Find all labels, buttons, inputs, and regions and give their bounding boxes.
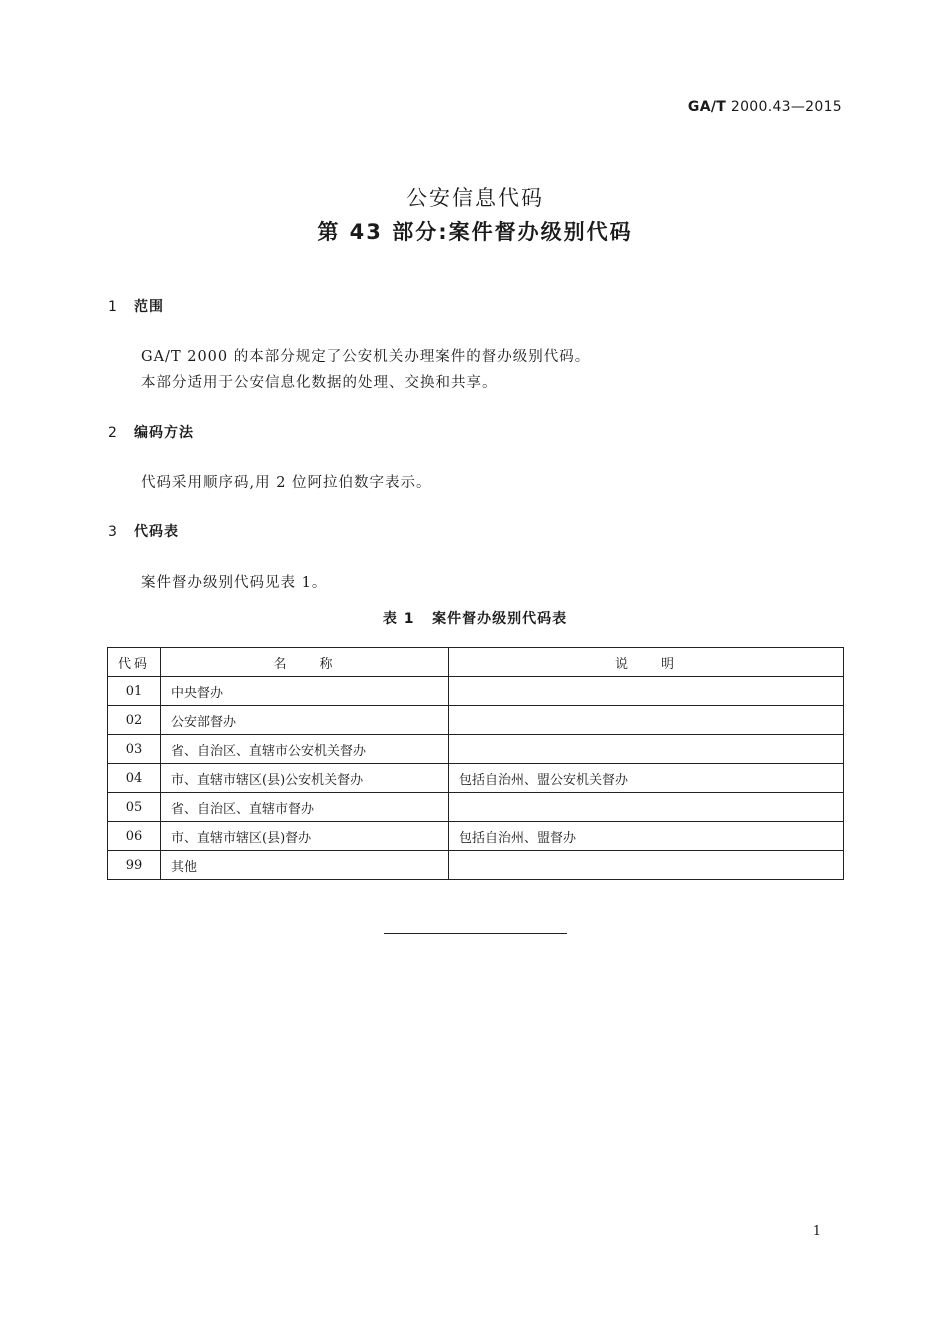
table-caption-label: 表 1: [382, 611, 415, 627]
cell-description: 包括自治州、盟督办: [449, 822, 844, 851]
section-heading-coding-method: [108, 422, 194, 442]
cell-name: 市、直辖市辖区(县)公安机关督办: [161, 764, 449, 793]
cell-description: [449, 735, 844, 764]
cell-code: 01: [108, 677, 161, 706]
cell-code: 03: [108, 735, 161, 764]
cell-code: 05: [108, 793, 161, 822]
cell-description: [449, 851, 844, 880]
paragraph: GA/T 2000 的本部分规定了公安机关办理案件的督办级别代码。: [141, 349, 591, 365]
standard-code: [688, 99, 842, 115]
section-number: 3: [108, 524, 118, 540]
end-rule: [384, 933, 567, 934]
table-row: [108, 822, 844, 851]
paragraph: 本部分适用于公安信息化数据的处理、交换和共享。: [141, 375, 498, 391]
header-description: 说 明: [449, 648, 844, 677]
table-caption: [0, 608, 950, 628]
section-title: 代码表: [134, 524, 179, 540]
table-row: [108, 677, 844, 706]
cell-code: 99: [108, 851, 161, 880]
table-header-row: [108, 648, 844, 677]
table-row: [108, 706, 844, 735]
section-heading-scope: [108, 296, 164, 316]
section-title: 编码方法: [134, 425, 194, 441]
code-table: [107, 647, 844, 880]
cell-description: [449, 706, 844, 735]
section-number: 2: [108, 425, 118, 441]
standard-prefix: GA/T: [687, 99, 727, 115]
table-row: [108, 764, 844, 793]
cell-code: 06: [108, 822, 161, 851]
paragraph: 案件督办级别代码见表 1。: [141, 575, 328, 591]
section-number: 1: [108, 299, 118, 315]
table-row: [108, 793, 844, 822]
header-code: 代码: [108, 648, 161, 677]
table-caption-title: 案件督办级别代码表: [432, 611, 568, 627]
section-title: 范围: [134, 299, 164, 315]
cell-description: 包括自治州、盟公安机关督办: [449, 764, 844, 793]
cell-code: 02: [108, 706, 161, 735]
cell-name: 公安部督办: [161, 706, 449, 735]
cell-description: [449, 793, 844, 822]
cell-name: 省、自治区、直辖市督办: [161, 793, 449, 822]
document-subtitle: 第 43 部分:案件督办级别代码: [317, 220, 633, 244]
cell-name: 其他: [161, 851, 449, 880]
table-row: [108, 735, 844, 764]
section-heading-code-table: [108, 521, 179, 541]
cell-name: 省、自治区、直辖市公安机关督办: [161, 735, 449, 764]
standard-number: 2000.43—2015: [730, 99, 842, 115]
document-title: 公安信息代码: [406, 186, 544, 210]
cell-name: 市、直辖市辖区(县)督办: [161, 822, 449, 851]
cell-description: [449, 677, 844, 706]
paragraph: 代码采用顺序码,用 2 位阿拉伯数字表示。: [141, 475, 432, 491]
page-number: 1: [812, 1224, 821, 1239]
header-name: 名 称: [161, 648, 449, 677]
table-row: [108, 851, 844, 880]
cell-code: 04: [108, 764, 161, 793]
cell-name: 中央督办: [161, 677, 449, 706]
